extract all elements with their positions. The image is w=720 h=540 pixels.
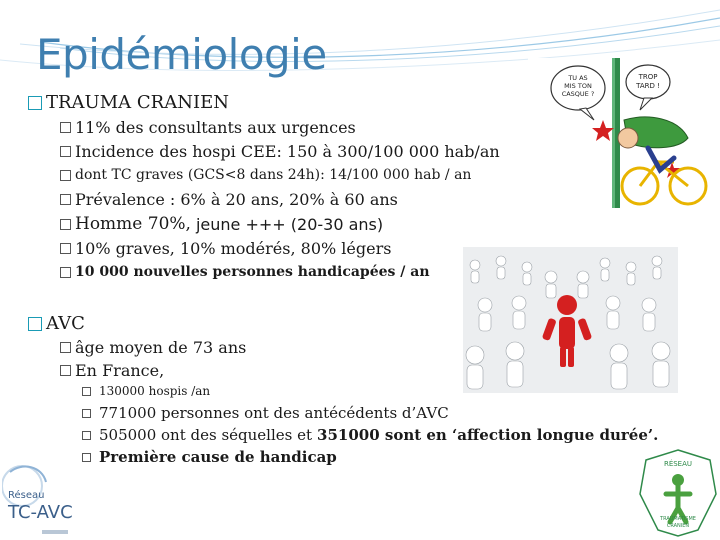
bullet-icon — [82, 453, 91, 462]
svg-text:RÉSEAU: RÉSEAU — [663, 460, 693, 468]
sub-list-item — [82, 384, 210, 398]
list-item-text: Homme 70%, — [75, 214, 191, 234]
section-heading-trauma — [28, 92, 229, 113]
list-item-text: dont TC graves (GCS<8 dans 24h): 14/100 000 hab / an — [75, 167, 472, 183]
trauma-heading: TRAUMA CRANIEN — [46, 92, 229, 113]
list-item — [60, 214, 383, 234]
bullet-icon — [82, 387, 91, 396]
list-item-text: 10% graves, 10% modérés, 80% légers — [75, 239, 392, 258]
bullet-icon — [60, 267, 71, 278]
cyclist-cartoon-image — [528, 58, 716, 210]
bullet-icon — [28, 96, 42, 110]
bullet-icon — [60, 170, 71, 181]
svg-text:MIS TON: MIS TON — [564, 82, 592, 90]
sub-list-item-text-bold: 351000 sont en ‘affection longue durée’. — [317, 426, 659, 444]
list-item — [60, 142, 500, 161]
svg-text:TU AS: TU AS — [568, 74, 588, 82]
list-item — [60, 338, 246, 357]
sub-list-item-text: 505000 ont des séquelles et — [99, 426, 313, 444]
list-item-text-emphasis: jeune +++ (20-30 ans) — [195, 214, 384, 234]
bullet-icon — [60, 365, 71, 376]
avc-heading: AVC — [46, 313, 85, 334]
crowd-red-figure-image — [463, 247, 678, 393]
list-item-text: 10 000 nouvelles personnes handicapées / an — [75, 264, 430, 280]
svg-text:CRANIEN: CRANIEN — [666, 523, 690, 529]
bullet-icon — [60, 219, 71, 230]
bullet-icon — [82, 431, 91, 440]
logo-line1: Réseau — [8, 490, 45, 501]
bullet-icon — [60, 122, 71, 133]
sub-list-item — [82, 448, 337, 466]
bullet-icon — [60, 342, 71, 353]
list-item-text: 11% des consultants aux urgences — [75, 118, 356, 137]
svg-text:TRAUMATISME: TRAUMATISME — [660, 516, 696, 522]
bullet-icon — [28, 317, 42, 331]
list-item-text: Incidence des hospi CEE: 150 à 300/100 000 hab/an — [75, 142, 500, 161]
list-item — [60, 118, 356, 137]
bullet-icon — [60, 194, 71, 205]
bullet-icon — [60, 243, 71, 254]
page-title: Epidémiologie — [36, 30, 327, 79]
sub-list-item-text: Première cause de handicap — [99, 448, 337, 466]
bullet-icon — [82, 409, 91, 418]
sub-list-item — [82, 426, 658, 444]
sub-list-item-text: 771000 personnes ont des antécédents d’AVC — [99, 404, 449, 422]
list-item-text: En France, — [75, 361, 165, 380]
list-item — [60, 264, 430, 280]
svg-text:TARD !: TARD ! — [636, 82, 660, 90]
svg-text:TROP: TROP — [638, 73, 658, 81]
svg-text:CASQUE ?: CASQUE ? — [561, 90, 595, 98]
list-item — [60, 361, 164, 380]
sub-list-item — [82, 404, 449, 422]
list-item — [60, 239, 391, 258]
list-item — [60, 190, 398, 209]
section-heading-avc — [28, 313, 85, 334]
reseau-trauma-badge — [636, 446, 720, 538]
bullet-icon — [60, 146, 71, 157]
list-item-text: Prévalence : 6% à 20 ans, 20% à 60 ans — [75, 190, 398, 209]
list-item — [60, 167, 471, 183]
sub-list-item-text: 130000 hospis /an — [99, 384, 211, 398]
logo-line2: TC-AVC — [8, 502, 73, 523]
list-item-text: âge moyen de 73 ans — [75, 338, 247, 357]
reseau-tc-avc-logo — [2, 462, 100, 538]
